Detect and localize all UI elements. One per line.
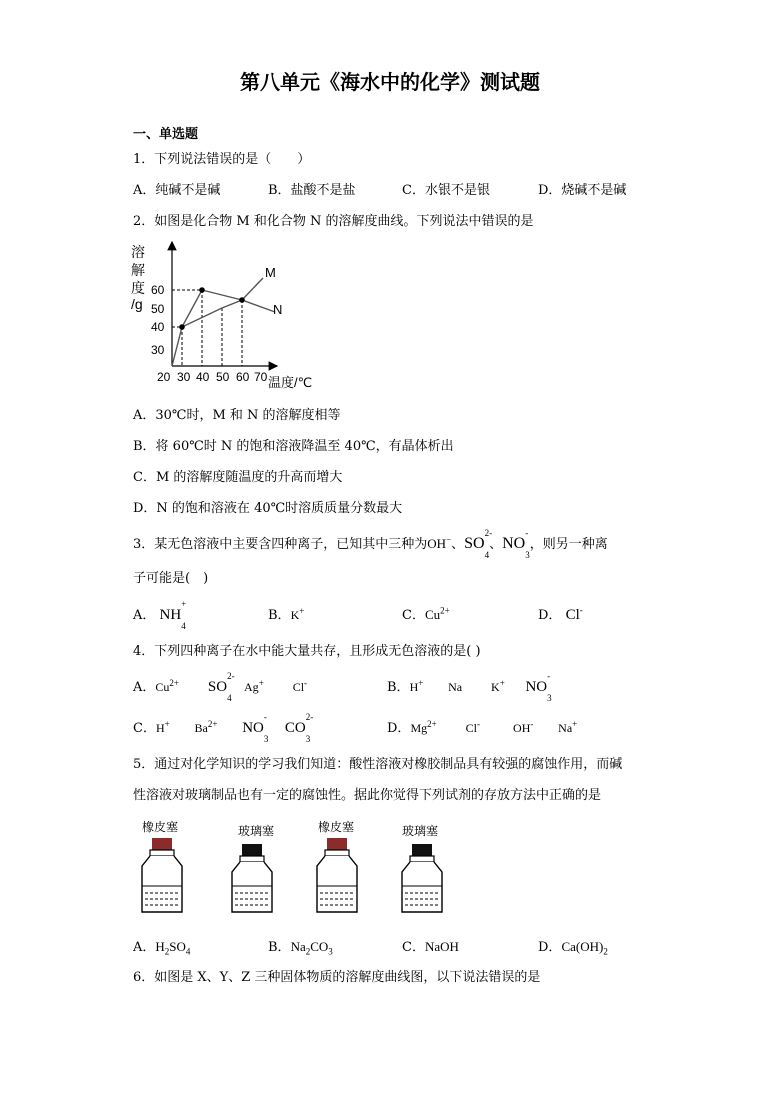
q2-stem: 2．如图是化合物 M 和化合物 N 的溶解度曲线。下列说法中错误的是 <box>133 214 534 229</box>
x-tick-30: 30 <box>177 370 191 384</box>
ion-oh: OH− <box>427 534 452 551</box>
q2-option-a[interactable]: A．30℃时，M 和 N 的溶解度相等 <box>133 408 341 423</box>
q2-option-b[interactable]: B．将 60℃时 N 的饱和溶液降温至 40℃，有晶体析出 <box>133 439 454 454</box>
q3-stem-pre: 3．某无色溶液中主要含四种离子，已知其中三种为 <box>133 537 428 552</box>
bottle-2 <box>232 844 272 912</box>
point-40 <box>199 287 205 293</box>
y-label-2: 解 <box>131 262 145 278</box>
q1-option-a[interactable]: A．纯碱不是碱 <box>133 183 221 198</box>
q4-option-d[interactable]: D．$Mg^{2+}$ Cl- OH- Na+ <box>387 719 578 736</box>
curve-n <box>182 300 275 327</box>
x-axis-label: 温度/℃ <box>268 375 313 390</box>
bottle-1-label: 橡皮塞 <box>142 820 179 834</box>
bottle-2-label: 玻璃塞 <box>238 824 275 838</box>
q3-stem-post: ，则另一种离 <box>529 537 608 552</box>
q2-option-c[interactable]: C．M 的溶解度随温度的升高而增大 <box>133 470 343 485</box>
x-tick-20: 20 <box>157 370 171 384</box>
q5-option-c[interactable]: C．NaOH <box>402 939 459 955</box>
ion-no3: NO - $_3$ <box>502 528 530 561</box>
bottle-4-stopper <box>412 844 432 856</box>
q1-option-b[interactable]: B．盐酸不是盐 <box>268 183 356 198</box>
q1-stem: 1．下列说法错误的是（ ） <box>133 152 311 167</box>
q2-option-d[interactable]: D．N 的饱和溶液在 40℃时溶质质量分数最大 <box>133 501 403 516</box>
x-tick-70: 70 <box>254 370 268 384</box>
q3-option-b[interactable]: B．K+ <box>268 606 305 623</box>
q4-option-a[interactable]: A．$Cu^{2+}$ SO 2- $_4$ Ag+ Cl- <box>133 671 308 703</box>
q5-stem-line1: 5．通过对化学知识的学习我们知道：酸性溶液对橡胶制品具有较强的腐蚀作用，而碱 <box>133 757 623 772</box>
x-tick-50: 50 <box>216 370 230 384</box>
y-label-4: /g <box>131 296 143 312</box>
q5-option-d[interactable]: D．$Ca(OH)_2$ <box>538 939 608 957</box>
q3-stem: 3．某无色溶液中主要含四种离子，已知其中三种为OH−、SO 2- $_4$、NO - $_3$，则另一种离 <box>133 528 608 561</box>
q4-stem: 4．下列四种离子在水中能大量共存，且形成无色溶液的是( ) <box>133 644 481 659</box>
y-tick-40: 40 <box>151 320 165 334</box>
section-heading: 一、单选题 <box>133 127 199 142</box>
bottles-drawing <box>130 816 460 916</box>
solubility-chart <box>125 238 325 390</box>
bottle-3 <box>317 838 357 912</box>
y-tick-50: 50 <box>151 302 165 316</box>
x-tick-40: 40 <box>196 370 210 384</box>
page-title: 第八单元《海水中的化学》测试题 <box>240 70 540 94</box>
q3-option-d[interactable]: D． Cl- <box>538 605 583 623</box>
x-tick-60: 60 <box>236 370 250 384</box>
bottle-4-label: 玻璃塞 <box>402 824 439 838</box>
bottle-1-body <box>142 856 182 912</box>
point-30 <box>179 324 185 330</box>
series-label-m: M <box>265 265 276 280</box>
y-label-3: 度 <box>131 280 145 296</box>
bottle-2-stopper <box>242 844 262 856</box>
bottle-3-label: 橡皮塞 <box>318 820 355 834</box>
q1-option-d[interactable]: D．烧碱不是碱 <box>538 183 627 198</box>
y-tick-60: 60 <box>151 283 165 297</box>
series-label-n: N <box>273 302 283 317</box>
ion-so4: SO 2- $_4$ <box>464 528 493 561</box>
q1-option-c[interactable]: C．水银不是银 <box>402 183 490 198</box>
bottle-1-stopper <box>152 838 172 850</box>
bottles-figure <box>130 816 460 916</box>
q3-stem-line2: 子可能是( ) <box>133 571 209 586</box>
q4-option-c[interactable]: C．H+ $Ba^{2+}$ NO - $_3$ CO 2- $_3$ <box>133 712 314 744</box>
q3-option-c[interactable]: C．$Cu^{2+}$ <box>402 605 450 623</box>
q5-option-a[interactable]: A．$H_2SO_4$ <box>133 939 191 957</box>
q4-option-b[interactable]: B．H+ Na K+ NO - $_3$ <box>387 671 552 703</box>
q5-option-b[interactable]: B．$Na_2CO_3$ <box>268 939 333 957</box>
bottle-3-body <box>317 856 357 912</box>
q5-stem-line2: 性溶液对玻璃制品也有一定的腐蚀性。据此你觉得下列试剂的存放方法中正确的是 <box>133 788 602 803</box>
y-label-1: 溶 <box>131 244 145 260</box>
bottle-4 <box>402 844 442 912</box>
q6-stem: 6．如图是 X、Y、Z 三种固体物质的溶解度曲线图，以下说法错误的是 <box>133 970 541 985</box>
y-tick-30: 30 <box>151 343 165 357</box>
bottle-3-stopper <box>327 838 347 850</box>
point-60 <box>239 297 245 303</box>
curve-m <box>172 278 263 366</box>
bottle-1 <box>142 838 182 912</box>
q3-option-a[interactable]: A． NH + $_4$ <box>133 599 187 631</box>
